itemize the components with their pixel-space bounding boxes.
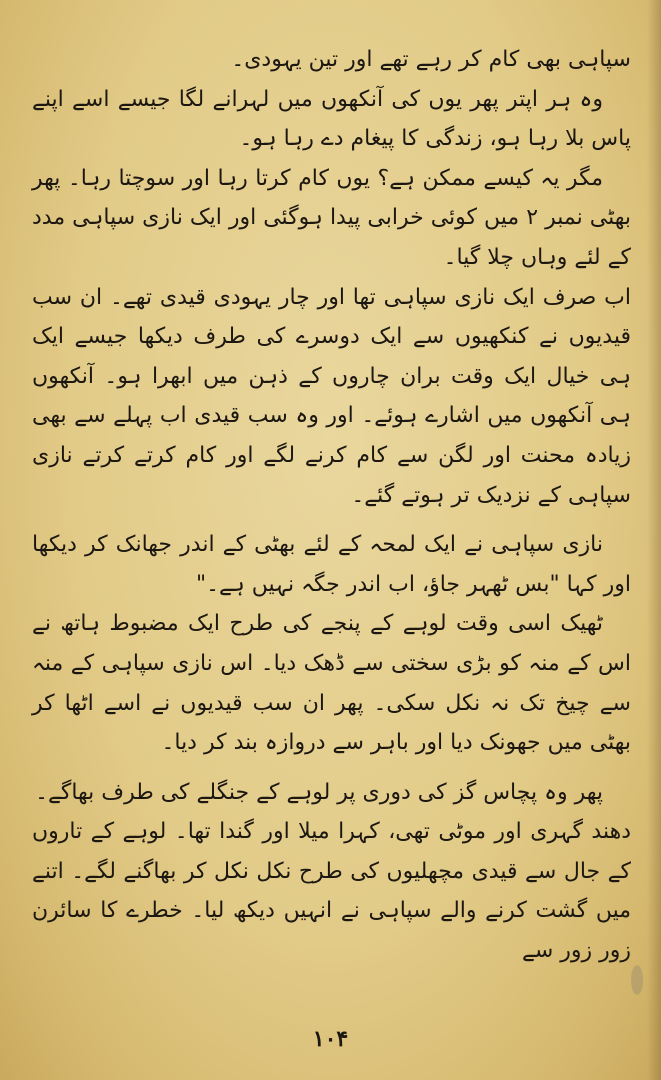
body-text bbox=[32, 40, 631, 971]
paragraph-1: سپاہی بھی کام کر رہے تھے اور تین یہودی۔ bbox=[231, 47, 631, 72]
paragraph-5: نازی سپاہی نے ایک لمحہ کے لئے بھٹی کے اندر جھانک کر دیکھا اور کہا "بس ٹھہر جاؤ، اب اندر جگہ نہیں ہے۔" bbox=[32, 532, 631, 597]
page-edge-shadow bbox=[647, 0, 661, 1080]
paragraph-3: مگر یہ کیسے ممکن ہے؟ یوں کام کرتا رہا اور سوچتا رہا۔ پھر بھٹی نمبر ۲ میں کوئی خرابی پیدا ہوگئی اور ایک نازی سپاہی مدد کے لئے وہاں چلا گیا۔ bbox=[32, 165, 631, 270]
paragraph-2: وہ ہر اپتر پھر یوں کی آنکھوں میں لہرانے لگا جیسے اسے اپنے پاس بلا رہا ہو، زندگی کا پیغام دے رہا ہو۔ bbox=[32, 86, 631, 152]
paragraph-8: دھند گہری اور موٹی تھی، کہرا میلا اور گندا تھا۔ لوہے کے تاروں کے جال سے قیدی مچھلیوں کی طرح نکل نکل کر بھاگنے لگے۔ اتنے میں گشت کرنے والے سپاہی نے انہیں دیکھ لیا۔ خطرے کا سائرن زور زور سے bbox=[32, 819, 631, 964]
paragraph-6: ٹھیک اسی وقت لوہے کے پنجے کی طرح ایک مضبوط ہاتھ نے اس کے منہ کو بڑی سختی سے ڈھک دیا۔ اس نازی سپاہی کے منہ سے چیخ تک نہ نکل سکی۔ پھر ان سب قیدیوں نے اسے اٹھا کر بھٹی میں جھونک دیا اور باہر سے دروازہ بند کر دیا۔ bbox=[32, 611, 631, 756]
page-number: ۱۰۴ bbox=[312, 1026, 349, 1052]
paragraph-4: اب صرف ایک نازی سپاہی تھا اور چار یہودی قیدی تھے۔ ان سب قیدیوں نے کنکھیوں سے ایک دوسرے کی طرف دیکھا جیسے ایک ہی خیال ایک وقت بران چاروں کے ذہن میں ابھرا ہو۔ آنکھوں ہی آنکھوں میں اشارے ہوئے۔ اور وہ سب قیدی اب پہلے سے بھی زیادہ محنت اور لگن سے کام کرنے لگے اور کام کرتے کرتے نازی سپاہی کے نزدیک تر ہوتے گئے۔ bbox=[32, 284, 631, 508]
ink-stain bbox=[631, 965, 643, 995]
paragraph-7: پھر وہ پچاس گز کی دوری پر لوہے کے جنگلے کی طرف بھاگے۔ bbox=[35, 779, 603, 805]
